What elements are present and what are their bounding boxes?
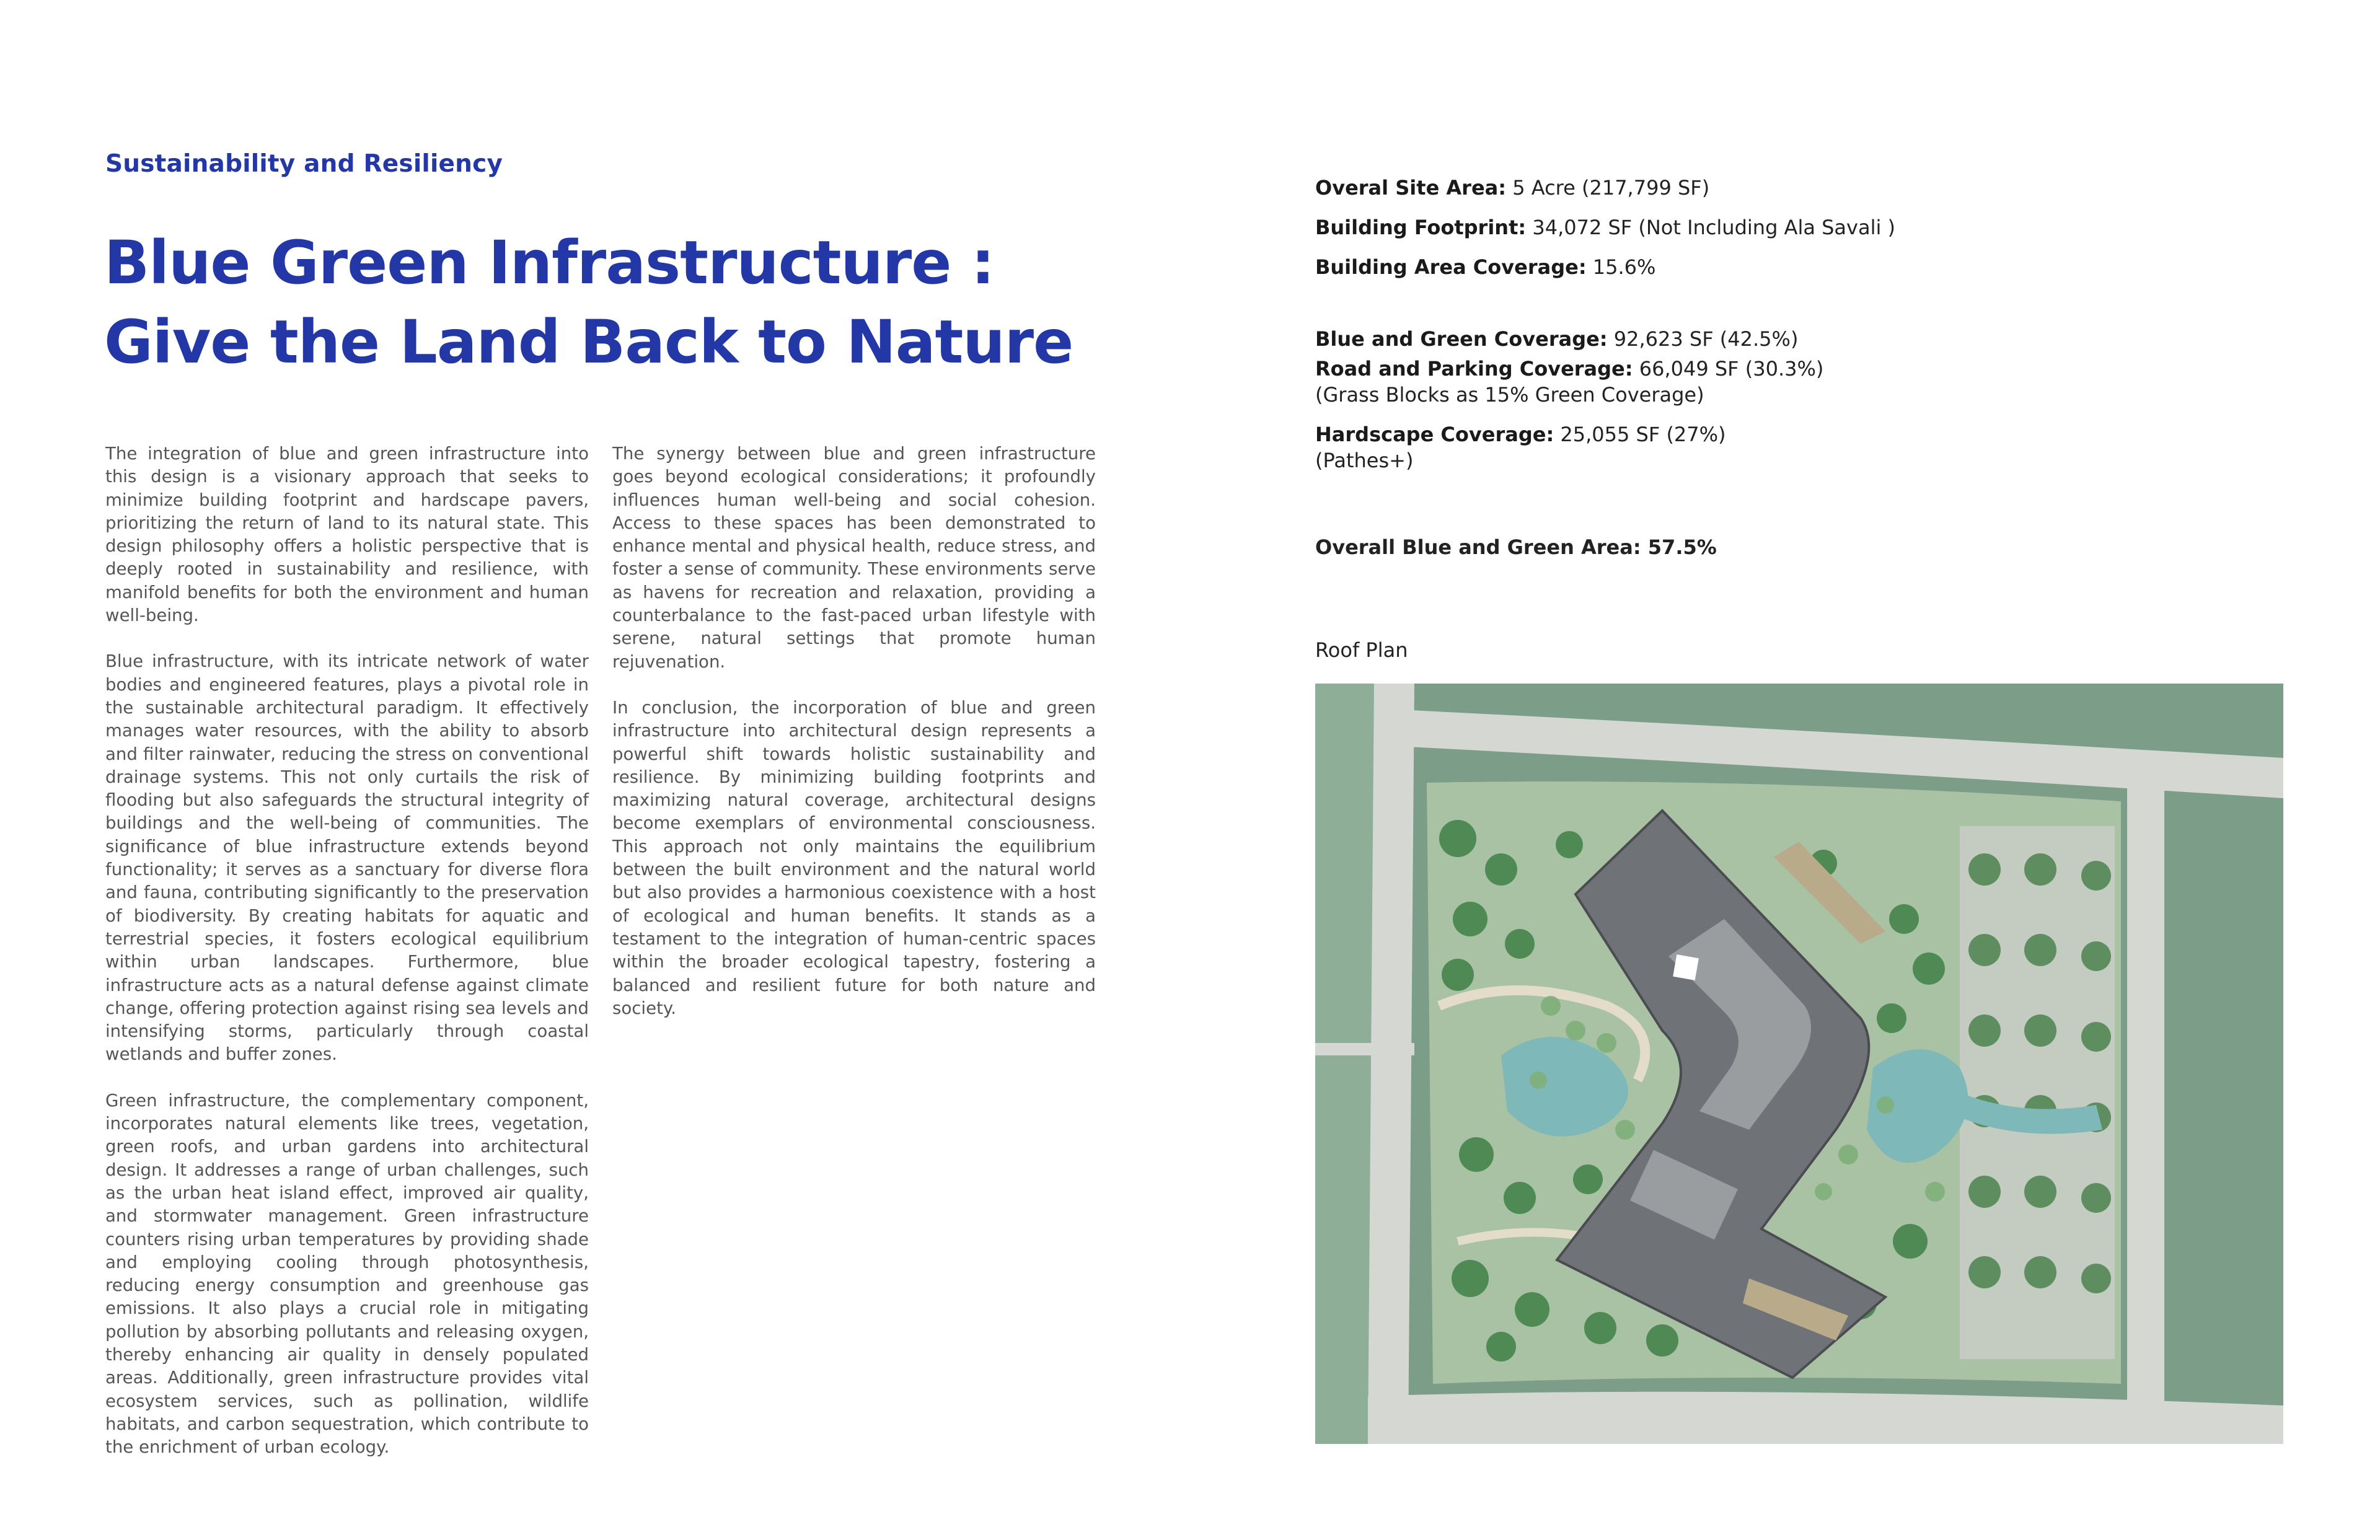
fact-value: 66,049 SF (30.3%) bbox=[1633, 357, 1824, 381]
fact-label: Road and Parking Coverage: bbox=[1315, 357, 1633, 381]
body-paragraph: Green infrastructure, the complementary component, incorporates natural elements like trees, vegetation, green roofs, and urban gardens into architectural design. It addresses a range of urban challenges, such as the urban heat island effect, improved air quality, and stormwater management. Green infrastructure counters rising urban temperatures by providing shade and employing cooling through photosynthesis, reducing energy consumption and greenhouse gas emissions. It also plays a crucial role in mitigating pollution by absorbing pollutants and releasing oxygen, thereby enhancing air quality in densely populated areas. Additionally, green infrastructure provides vital ecosystem services, such as pollination, wildlife habitats, and carbon sequestration, which contribute to the enrichment of urban ecology. bbox=[105, 1089, 589, 1458]
fact-value: 25,055 SF (27%) bbox=[1554, 423, 1726, 446]
fact-building-area-coverage bbox=[1315, 254, 1655, 280]
fact-value: 15.6% bbox=[1586, 255, 1656, 279]
fact-value: 5 Acre (217,799 SF) bbox=[1506, 176, 1710, 200]
fact-blue-green-coverage bbox=[1315, 326, 1798, 352]
body-column-1 bbox=[105, 442, 589, 1481]
body-column-2 bbox=[612, 442, 1096, 1042]
fact-label: Blue and Green Coverage: bbox=[1315, 327, 1608, 351]
fact-value: 92,623 SF (42.5%) bbox=[1607, 327, 1799, 351]
fact-site-area bbox=[1315, 175, 1709, 201]
roof-plan-image bbox=[1315, 684, 2283, 1444]
site-plan-drawing bbox=[1315, 684, 2283, 1444]
page-title bbox=[104, 223, 1158, 382]
page-title-line-2: Give the Land Back to Nature bbox=[104, 307, 1073, 377]
body-paragraph: Blue infrastructure, with its intricate network of water bodies and engineered features, plays a pivotal role in the sustainable architectural paradigm. It effectively manages water resources, with the ability to absorb and filter rainwater, reducing the stress on conventional drainage systems. This not only curtails the risk of flooding but also safeguards the structural integrity of buildings and the well-being of communities. The significance of blue infrastructure extends beyond functionality; it serves as a sanctuary for diverse flora and fauna, contributing significantly to the preservation of biodiversity. By creating habitats for aquatic and terrestrial species, it fosters ecological equilibrium within urban landscapes. Furthermore, blue infrastructure acts as a natural defense against climate change, offering protection against rising sea levels and intensifying storms, particularly through coastal wetlands and buffer zones. bbox=[105, 651, 589, 1065]
fact-road-parking-coverage bbox=[1315, 356, 1823, 408]
body-paragraph: The synergy between blue and green infrastructure goes beyond ecological considerations; it profoundly influences human well-being and social cohesion. Access to these spaces has been demonstrated to enhance mental and physical health, reduce stress, and foster a sense of community. These environments serve as havens for recreation and relaxation, providing a counterbalance to the fast-paced urban lifestyle with serene, natural settings that promote human rejuvenation. bbox=[612, 443, 1096, 672]
body-paragraph: In conclusion, the incorporation of blue and green infrastructure into architectural design represents a powerful shift towards holistic sustainability and resilience. By minimizing building footprints and maximizing natural coverage, architectural designs become exemplars of environmental consciousness. This approach not only maintains the equilibrium between the built environment and the natural world but also provides a harmonious coexistence with a host of ecological and human benefits. It stands as a testament to the integration of human-centric spaces within the broader ecological tapestry, fostering a balanced and resilient future for both nature and society. bbox=[612, 697, 1096, 1018]
fact-label: Building Area Coverage: bbox=[1315, 255, 1587, 279]
fact-note: (Grass Blocks as 15% Green Coverage) bbox=[1315, 383, 1704, 407]
road-west bbox=[1368, 684, 1414, 1444]
fact-hardscape-coverage bbox=[1315, 421, 1726, 473]
fact-note: (Pathes+) bbox=[1315, 449, 1414, 472]
fact-overall-blue-green: Overall Blue and Green Area: 57.5% bbox=[1315, 535, 1717, 559]
fact-label: Overal Site Area: bbox=[1315, 176, 1507, 200]
body-paragraph: The integration of blue and green infrastructure into this design is a visionary approach that seeks to minimize building footprint and hardscape pavers, prioritizing the return of land to its natural state. This design philosophy offers a holistic perspective that is deeply rooted in sustainability and resilience, with manifold benefits for both the environment and human well-being. bbox=[105, 443, 589, 626]
skylight bbox=[1673, 954, 1699, 980]
roof-plan-label: Roof Plan bbox=[1315, 638, 1408, 662]
road-connector bbox=[1315, 1043, 1414, 1055]
fact-label: Hardscape Coverage: bbox=[1315, 423, 1554, 446]
fact-value: 34,072 SF (Not Including Ala Savali ) bbox=[1526, 216, 1896, 239]
section-label: Sustainability and Resiliency bbox=[105, 150, 503, 178]
fact-building-footprint bbox=[1315, 214, 1895, 240]
page-title-line-1: Blue Green Infrastructure : bbox=[104, 228, 995, 297]
fact-label: Building Footprint: bbox=[1315, 216, 1527, 239]
road-east bbox=[2127, 758, 2164, 1444]
